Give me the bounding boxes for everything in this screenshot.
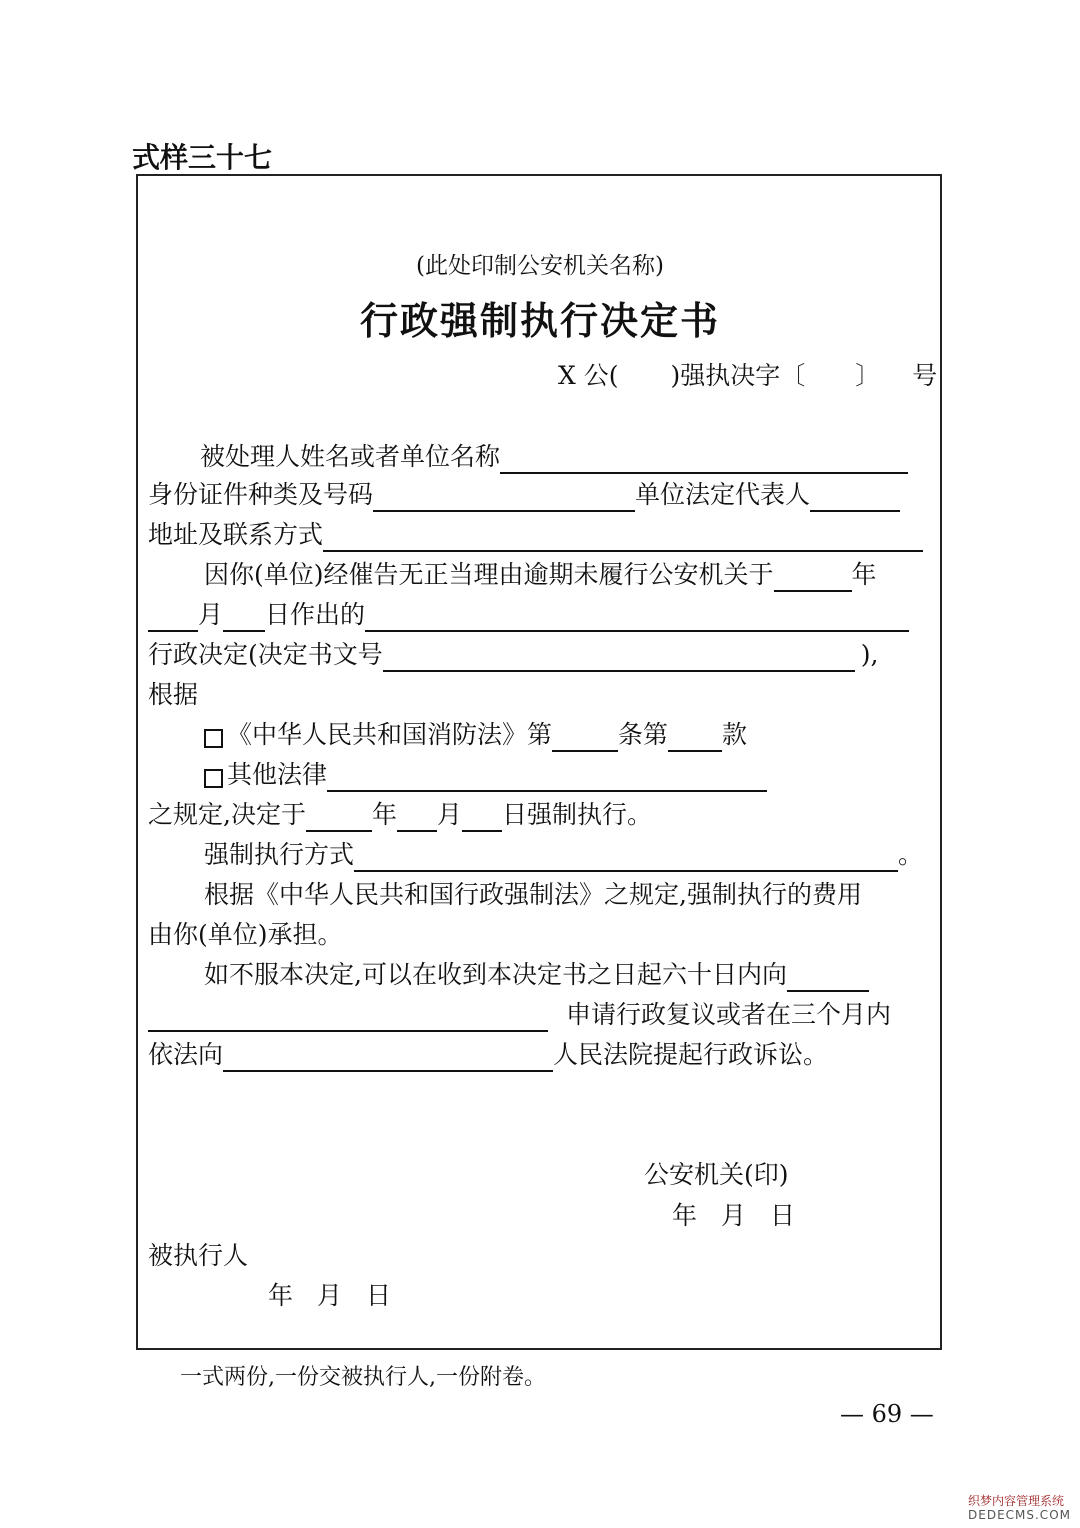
article-blank[interactable] xyxy=(552,726,618,752)
decision-year-blank[interactable] xyxy=(774,566,852,592)
fire-law-checkbox[interactable] xyxy=(204,729,223,748)
month-text: 月 xyxy=(198,600,224,629)
police-seal: 公安机关(印) xyxy=(644,1160,789,1189)
name-label: 被处理人姓名或者单位名称 xyxy=(200,442,501,471)
clause-blank[interactable] xyxy=(668,726,722,752)
decision-number-line xyxy=(148,638,878,672)
issue-date-year: 年 xyxy=(672,1201,698,1230)
enforce-month-blank[interactable] xyxy=(397,806,437,832)
basis-label: 根据 xyxy=(148,680,199,709)
review-agency-blank[interactable] xyxy=(787,966,869,992)
cost-text-2: 由你(单位)承担。 xyxy=(148,920,343,949)
other-law-line xyxy=(204,758,767,792)
method-line xyxy=(204,838,923,872)
appeal-text-3a: 依法向 xyxy=(148,1040,224,1069)
watermark xyxy=(968,1494,1071,1522)
appeal-text-1: 如不服本决定,可以在收到本决定书之日起六十日内向 xyxy=(204,960,787,989)
other-law-checkbox[interactable] xyxy=(204,769,223,788)
name-blank[interactable] xyxy=(500,448,908,474)
executed-date-year: 年 xyxy=(268,1281,294,1310)
cost-line-1 xyxy=(204,878,862,912)
enforce-year-blank[interactable] xyxy=(306,806,372,832)
legal-rep-blank[interactable] xyxy=(810,486,900,512)
issue-date-month: 月 xyxy=(721,1201,747,1230)
review-agency-blank-2[interactable] xyxy=(148,1006,548,1032)
id-blank[interactable] xyxy=(373,486,635,512)
decision-day-blank[interactable] xyxy=(223,606,265,632)
address-line xyxy=(148,518,923,552)
watermark-line-2: DEDECMS.COM xyxy=(968,1508,1071,1522)
method-label: 强制执行方式 xyxy=(204,840,355,869)
enforce-year-text: 年 xyxy=(371,800,397,829)
executed-date-day: 日 xyxy=(366,1281,392,1310)
executed-person-label: 被执行人 xyxy=(148,1241,249,1270)
enforce-day-text: 日强制执行。 xyxy=(501,800,652,829)
executed-date-month: 月 xyxy=(317,1281,343,1310)
address-blank[interactable] xyxy=(323,526,923,552)
document-title: 行政强制执行决定书 xyxy=(359,298,720,343)
cost-line-2 xyxy=(148,918,343,952)
enforce-day-blank[interactable] xyxy=(462,806,502,832)
doc-number-prefix: X 公( xyxy=(558,361,619,390)
decision-close: ), xyxy=(860,640,879,669)
method-blank[interactable] xyxy=(354,846,898,872)
clause-text: 款 xyxy=(722,720,748,749)
executed-date xyxy=(268,1276,391,1312)
year-text: 年 xyxy=(851,560,877,589)
decision-month-blank[interactable] xyxy=(148,606,198,632)
enforce-month-text: 月 xyxy=(436,800,462,829)
appeal-text-3b: 人民法院提起行政诉讼。 xyxy=(553,1040,829,1069)
cost-text-1: 根据《中华人民共和国行政强制法》之规定,强制执行的费用 xyxy=(204,880,862,909)
issue-date xyxy=(672,1196,795,1232)
other-law-blank[interactable] xyxy=(327,766,767,792)
fire-law-text: 《中华人民共和国消防法》第 xyxy=(227,720,553,749)
day-made-text: 日作出的 xyxy=(265,600,366,629)
doc-number-middle: )强执决字〔 xyxy=(670,361,806,390)
watermark-line-1: 织梦内容管理系统 xyxy=(968,1494,1065,1508)
provision-text: 之规定,决定于 xyxy=(148,800,306,829)
name-line xyxy=(200,440,908,474)
sample-label: 式样三十七 xyxy=(132,141,273,174)
address-label: 地址及联系方式 xyxy=(148,520,324,549)
decision-number-blank[interactable] xyxy=(383,646,855,672)
doc-number-end: 号 xyxy=(912,361,938,390)
appeal-line-2 xyxy=(148,998,891,1032)
doc-number-suffix: 〕 xyxy=(855,361,881,390)
legal-rep-label: 单位法定代表人 xyxy=(635,480,811,509)
id-line xyxy=(148,478,900,512)
agency-placeholder: (此处印制公安机关名称) xyxy=(416,253,664,279)
appeal-line-3 xyxy=(148,1038,828,1072)
reason-text: 因你(单位)经催告无正当理由逾期未履行公安机关于 xyxy=(204,560,774,589)
issue-date-day: 日 xyxy=(770,1201,796,1230)
basis-line xyxy=(148,678,198,712)
document-number xyxy=(558,356,937,392)
decision-date-line xyxy=(148,598,909,632)
appeal-text-2: 申请行政复议或者在三个月内 xyxy=(566,1000,892,1029)
fire-law-line xyxy=(204,718,747,752)
other-law-text: 其他法律 xyxy=(227,760,328,789)
id-label: 身份证件种类及号码 xyxy=(148,480,374,509)
decision-content-blank[interactable] xyxy=(365,606,909,632)
court-blank[interactable] xyxy=(223,1046,553,1072)
method-end: 。 xyxy=(898,840,924,869)
copies-footnote: 一式两份,一份交被执行人,一份附卷。 xyxy=(180,1365,546,1390)
reason-line xyxy=(204,558,877,592)
enforce-date-line xyxy=(148,798,652,832)
appeal-line-1 xyxy=(204,958,869,992)
article-text: 条第 xyxy=(618,720,669,749)
page-number: — 69 — xyxy=(840,1400,934,1428)
decision-label: 行政决定(决定书文号 xyxy=(148,640,383,669)
